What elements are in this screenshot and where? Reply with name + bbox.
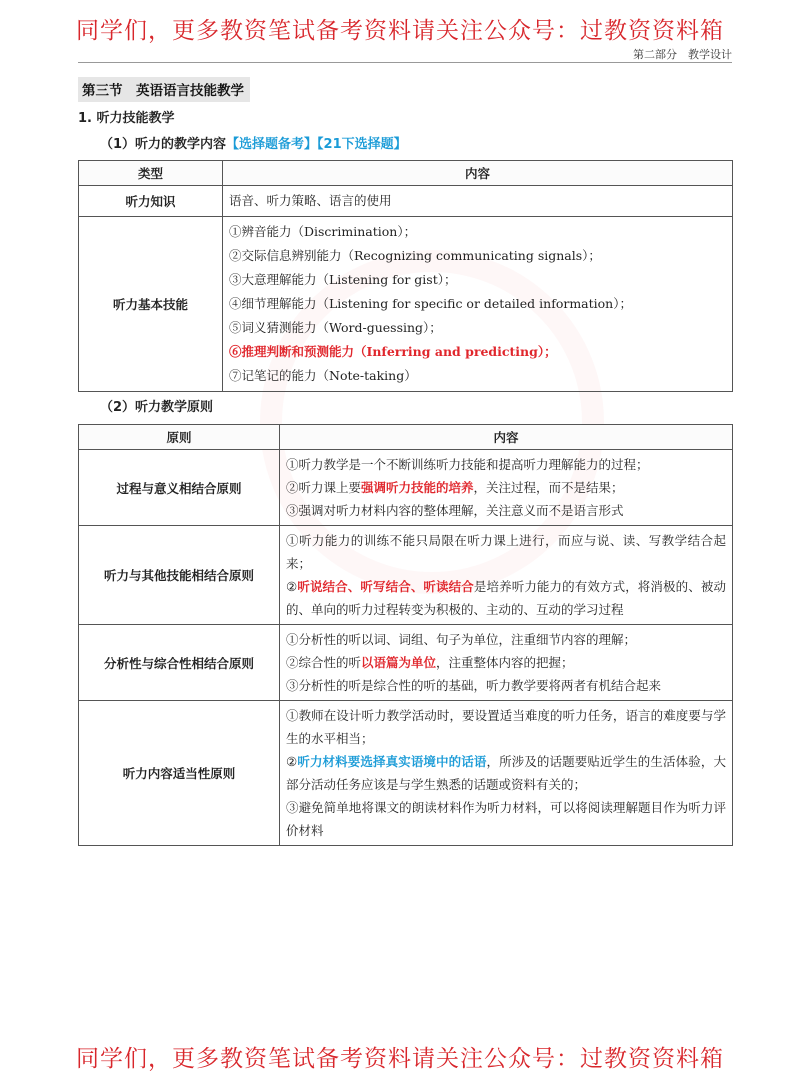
table-row xyxy=(79,526,733,625)
row-content xyxy=(280,526,733,625)
row-content xyxy=(280,450,733,526)
skill-item: ①辨音能力（Discrimination）； xyxy=(229,224,417,239)
point-text: ，所涉及的话题要贴近学生的生活体验，大部分活动任务应该是与学生熟悉的话题或资料有关的； xyxy=(286,754,726,792)
row-label: 过程与意义相结合原则 xyxy=(79,450,280,526)
header-content: 内容 xyxy=(280,425,733,450)
heading-listening-skills: 1. 听力技能教学 xyxy=(78,111,175,126)
row-content xyxy=(280,625,733,701)
table-row xyxy=(79,625,733,701)
point-highlight: 强调听力技能的培养 xyxy=(361,480,474,495)
row-label: 分析性与综合性相结合原则 xyxy=(79,625,280,701)
row-label: 听力内容适当性原则 xyxy=(79,701,280,846)
point-text: ②听力课上要 xyxy=(286,480,362,495)
row-label: 听力基本技能 xyxy=(79,217,223,392)
point xyxy=(286,651,726,674)
header-principle: 原则 xyxy=(79,425,280,450)
table-row xyxy=(79,186,733,217)
row-label: 听力与其他技能相结合原则 xyxy=(79,526,280,625)
point: ①教师在设计听力教学活动时，要设置适当难度的听力任务，语言的难度要与学生的水平相当； xyxy=(286,708,726,746)
skill-item: ③大意理解能力（Listening for gist）； xyxy=(229,272,457,287)
point-highlight: 听说结合、听写结合、听读结合 xyxy=(297,579,474,594)
subheading-teaching-content-text: （1）听力的教学内容 xyxy=(100,137,227,152)
row-content xyxy=(280,701,733,846)
point: ③避免简单地将课文的朗读材料作为听力材料，可以将阅读理解题目作为听力评价材料 xyxy=(286,800,726,838)
skill-item-highlighted: ⑥推理判断和预测能力（Inferring and predicting）； xyxy=(229,344,557,359)
point-text: ② xyxy=(286,579,298,594)
point: ①分析性的听以词、词组、句子为单位，注重细节内容的理解； xyxy=(286,632,637,647)
section-title: 第三节 英语语言技能教学 xyxy=(78,77,250,102)
row-content: 语音、听力策略、语言的使用 xyxy=(223,186,733,217)
header-content: 内容 xyxy=(223,161,733,186)
point-text: 是培养听力能力的有效方式，将消极的、被动的、单向的听力过程转变为积极的、主动的、互动的学习过程 xyxy=(286,579,726,617)
point xyxy=(286,476,726,499)
listening-content-table xyxy=(78,160,733,392)
skill-item: ②交际信息辨别能力（Recognizing communicating signals）； xyxy=(229,248,601,263)
point-highlight: 以语篇为单位 xyxy=(361,655,437,670)
table-row xyxy=(79,701,733,846)
point-text: ，注重整体内容的把握； xyxy=(436,655,574,670)
header-type: 类型 xyxy=(79,161,223,186)
subheading-teaching-principles: （2）听力教学原则 xyxy=(100,400,214,415)
listening-principles-table xyxy=(78,424,733,846)
table-row xyxy=(79,450,733,526)
table-header-row xyxy=(79,161,733,186)
point xyxy=(286,575,726,621)
exam-tag: 【选择题备考】【21下选择题】 xyxy=(226,137,407,152)
top-promo-banner: 同学们，更多教资笔试备考资料请关注公众号：过教资资料箱 xyxy=(76,18,724,44)
table-header-row xyxy=(79,425,733,450)
skill-item: ④细节理解能力（Listening for specific or detailed information）； xyxy=(229,296,632,311)
point: ③分析性的听是综合性的听的基础，听力教学要将两者有机结合起来 xyxy=(286,678,662,693)
part-label: 第二部分 教学设计 xyxy=(633,48,732,61)
point: ①听力能力的训练不能只局限在听力课上进行，而应与说、读、写教学结合起来； xyxy=(286,533,726,571)
table-row xyxy=(79,217,733,392)
subheading-teaching-content xyxy=(100,133,407,152)
skill-item: ⑤词义猜测能力（Word-guessing）； xyxy=(229,320,442,335)
bottom-promo-banner: 同学们，更多教资笔试备考资料请关注公众号：过教资资料箱 xyxy=(76,1046,724,1072)
point-text: ② xyxy=(286,754,298,769)
skill-item: ⑦记笔记的能力（Note-taking） xyxy=(229,368,417,383)
point-highlight: 听力材料要选择真实语境中的话语 xyxy=(297,754,487,769)
point-text: ②综合性的听 xyxy=(286,655,362,670)
point-text: ，关注过程，而不是结果； xyxy=(473,480,624,495)
point: ①听力教学是一个不断训练听力技能和提高听力理解能力的过程； xyxy=(286,457,649,472)
row-label: 听力知识 xyxy=(79,186,223,217)
point: ③强调对听力材料内容的整体理解，关注意义而不是语言形式 xyxy=(286,503,624,518)
header-divider xyxy=(78,62,732,63)
row-content xyxy=(223,217,733,392)
point xyxy=(286,750,726,796)
